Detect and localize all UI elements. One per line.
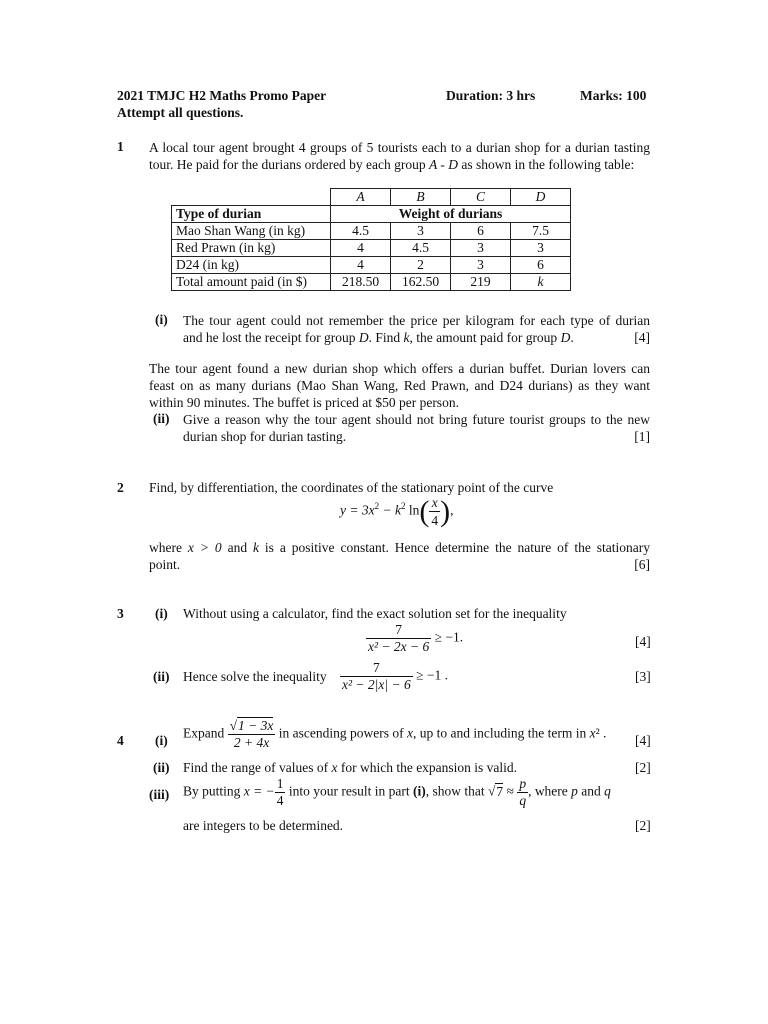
table-header-type xyxy=(172,206,571,223)
marks-indicator: [4] xyxy=(634,330,650,345)
group-header: D xyxy=(511,189,571,206)
group-header: A xyxy=(331,189,391,206)
table-row xyxy=(172,257,571,274)
q1-part-ii-label: (ii) xyxy=(153,411,170,426)
q3-part-i-text: Without using a calculator, find the exact solution set for the inequality xyxy=(183,606,567,621)
q4-part-ii-label: (ii) xyxy=(153,760,170,775)
q1-buffet-line2: feast on as many durians (Mao Shan Wang, Red Prawn, and D24 durians) as they want xyxy=(149,378,650,393)
q4-part-iii-line2: are integers to be determined. xyxy=(183,818,344,833)
q1-part-i-label: (i) xyxy=(155,312,168,327)
row-label: Mao Shan Wang (in kg) xyxy=(172,223,331,240)
q2-line3: point. [6] xyxy=(149,557,650,572)
marks-indicator: [1] xyxy=(634,429,650,444)
type-header: Type of durian xyxy=(172,206,331,223)
table-cell: 3 xyxy=(451,240,511,257)
paper-title: 2021 TMJC H2 Maths Promo Paper xyxy=(117,88,327,103)
q3-part-i-inequality: $\frac{7}{\text{x² − 2x − 6}}$ ≥ −1. xyxy=(368,622,464,654)
q1-part-i-line2: and he lost the receipt for group D. Find k, the amount paid for group D. [4] xyxy=(183,330,650,345)
table-cell: 4.5 xyxy=(391,240,451,257)
question-number-1: 1 xyxy=(117,139,124,154)
marks-label: Marks: 100 xyxy=(580,88,647,103)
q1-intro-line2: tour. He paid for the durians ordered by each group A - D as shown in the following table: xyxy=(149,157,635,172)
table-cell: 219 xyxy=(451,274,511,291)
q1-part-i-line1: The tour agent could not remember the price per kilogram for each type of durian xyxy=(183,313,650,328)
marks-indicator: [4] xyxy=(635,634,651,649)
q2-line1: Find, by differentiation, the coordinates of the stationary point of the curve xyxy=(149,480,554,495)
row-label: Total amount paid (in $) xyxy=(172,274,331,291)
q2-equation: $y = 3x^2 - k^2$ ln( $\frac{x}{4}$ ), xyxy=(340,495,454,528)
q1-part-i xyxy=(183,312,650,346)
q3-part-ii-label: (ii) xyxy=(153,669,170,684)
marks-indicator: [4] xyxy=(635,733,651,748)
q4-part-i-text: Expand $\frac{√1 - 3x}{2 + 4x}$ in ascending powers of x, up to and including the term in x² . xyxy=(183,718,607,750)
q1-part-ii-line2: durian shop for durian tasting. [1] xyxy=(183,429,650,444)
table-cell: 6 xyxy=(451,223,511,240)
q1-buffet-line1: The tour agent found a new durian shop which offers a durian buffet. Durian lovers can xyxy=(149,361,650,376)
q1-buffet-text xyxy=(149,360,650,411)
duration-label: Duration: 3 hrs xyxy=(446,88,536,103)
group-header: C xyxy=(451,189,511,206)
q4-part-i-label: (i) xyxy=(155,733,168,748)
table-cell: 3 xyxy=(451,257,511,274)
table-cell: 4.5 xyxy=(331,223,391,240)
q3-part-i-label: (i) xyxy=(155,606,168,621)
table-row xyxy=(172,274,571,291)
table-cell: 162.50 xyxy=(391,274,451,291)
question-number-2: 2 xyxy=(117,480,124,495)
table-cell: 4 xyxy=(331,240,391,257)
table-header-groups xyxy=(172,189,571,206)
q3-part-ii-text: Hence solve the inequality xyxy=(183,669,327,684)
table-row xyxy=(172,240,571,257)
instruction: Attempt all questions. xyxy=(117,105,244,120)
q1-intro-line1: A local tour agent brought 4 groups of 5 tourists each to a durian shop for a durian tasting xyxy=(149,140,650,155)
question-number-4: 4 xyxy=(117,733,124,748)
table-cell: 3 xyxy=(391,223,451,240)
table-cell: 3 xyxy=(511,240,571,257)
q1-buffet-line3: within 90 minutes. The buffet is priced at $50 per person. xyxy=(149,395,459,410)
table-cell: 7.5 xyxy=(511,223,571,240)
q1-intro xyxy=(149,139,650,173)
table-cell: 4 xyxy=(331,257,391,274)
q3-part-ii-inequality: $\frac{7}{\text{x² − 2|x| − 6}}$ ≥ −1 . xyxy=(342,660,448,692)
table-cell: 6 xyxy=(511,257,571,274)
q4-part-ii-text: Find the range of values of x for which the expansion is valid. xyxy=(183,760,518,775)
table-cell: 2 xyxy=(391,257,451,274)
marks-indicator: [2] xyxy=(635,818,651,833)
table-cell: 218.50 xyxy=(331,274,391,291)
row-label: D24 (in kg) xyxy=(172,257,331,274)
group-header: B xyxy=(391,189,451,206)
q4-part-iii-text: By putting x = − $\frac{1}{4}$ into your result in part (i), show that √7 ≈ $\frac{p}{q}$ , where p and q xyxy=(183,776,611,808)
q4-part-iii-label: (iii) xyxy=(149,787,170,802)
marks-indicator: [3] xyxy=(635,669,651,684)
question-number-3: 3 xyxy=(117,606,124,621)
table-row xyxy=(172,223,571,240)
marks-indicator: [2] xyxy=(635,760,651,775)
q2-body xyxy=(149,539,650,573)
weight-header: Weight of durians xyxy=(331,206,571,223)
q1-part-ii xyxy=(183,411,650,445)
durian-table xyxy=(171,188,571,291)
marks-indicator: [6] xyxy=(634,557,650,572)
q1-part-ii-line1: Give a reason why the tour agent should not bring future tourist groups to the new xyxy=(183,412,650,427)
table-cell: k xyxy=(511,274,571,291)
q2-line2: where x > 0 and k is a positive constant. Hence determine the nature of the stationary xyxy=(149,540,650,555)
row-label: Red Prawn (in kg) xyxy=(172,240,331,257)
